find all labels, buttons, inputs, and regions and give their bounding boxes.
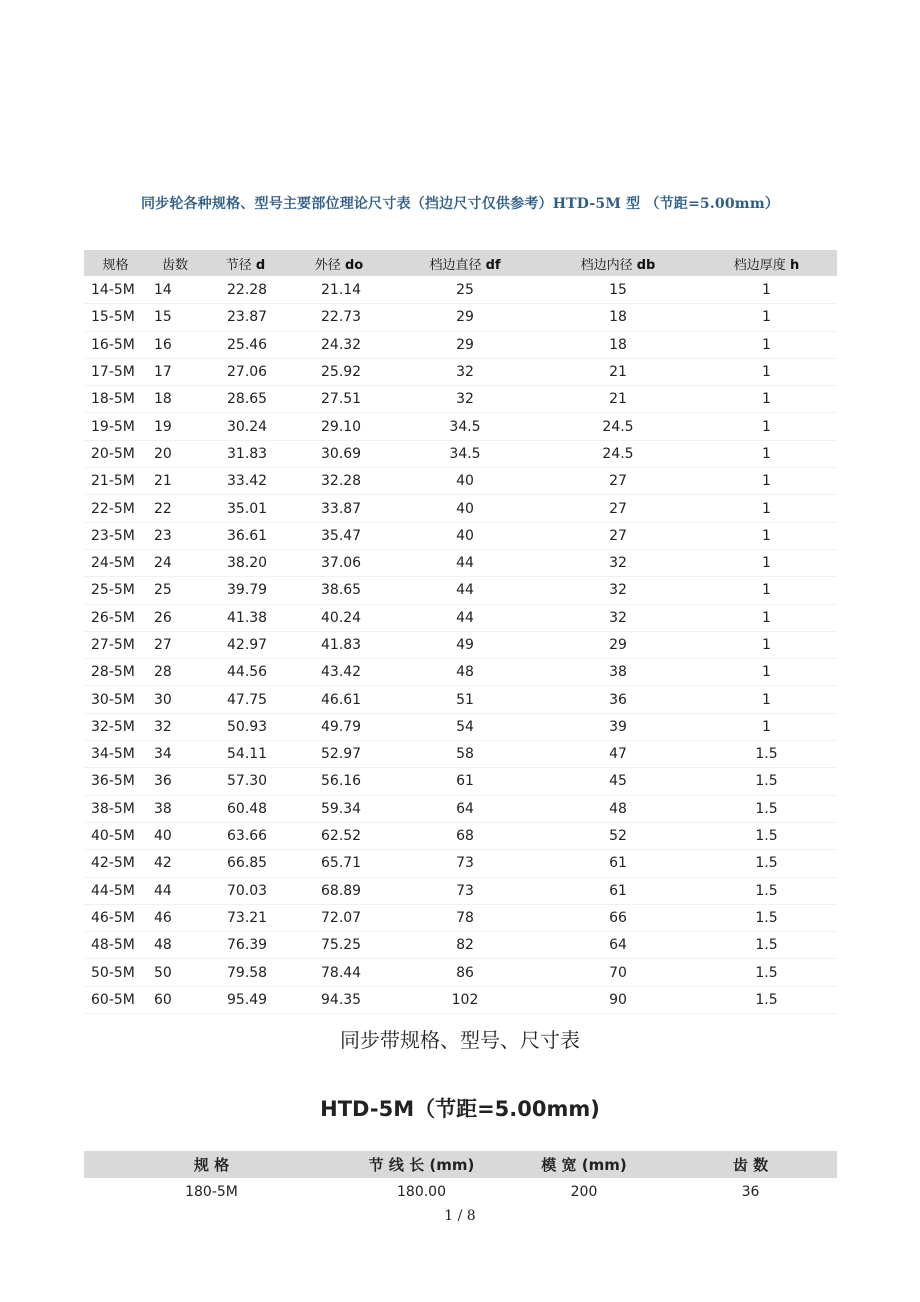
column-header: 齿数 [147, 250, 203, 277]
table-cell: 30 [147, 686, 203, 713]
table-row [84, 877, 837, 904]
table-cell: 66 [540, 904, 696, 931]
table-cell: 36 [147, 768, 203, 795]
table-cell: 90 [540, 986, 696, 1013]
table-cell: 19-5M [84, 413, 147, 440]
table-cell: 28-5M [84, 659, 147, 686]
column-header: 外径 do [288, 250, 390, 277]
table-cell: 27 [540, 468, 696, 495]
table-cell: 48-5M [84, 932, 147, 959]
table-cell: 26-5M [84, 604, 147, 631]
table-cell: 1 [696, 386, 837, 413]
table-cell: 48 [390, 659, 540, 686]
belt-section-title: 同步带规格、型号、尺寸表 [340, 1028, 580, 1052]
table-cell: 43.42 [288, 659, 390, 686]
table-cell: 19 [147, 413, 203, 440]
table-cell: 50.93 [203, 713, 288, 740]
table-row [84, 440, 837, 467]
table-cell: 200 [570, 1183, 598, 1200]
table-cell: 61 [390, 768, 540, 795]
table-cell: 54.11 [203, 741, 288, 768]
table-cell: 1 [696, 577, 837, 604]
table-cell: 60.48 [203, 795, 288, 822]
column-header: 节 线 长 (mm) [339, 1151, 504, 1178]
table-cell: 86 [390, 959, 540, 986]
belt-subtitle: HTD-5M（节距=5.00mm) [320, 1097, 600, 1121]
table-row [84, 604, 837, 631]
table-cell: 46-5M [84, 904, 147, 931]
table-cell: 52 [540, 822, 696, 849]
table-cell: 18-5M [84, 386, 147, 413]
table-cell: 23.87 [203, 304, 288, 331]
table-row [84, 768, 837, 795]
table-row [84, 386, 837, 413]
table-cell: 40 [390, 522, 540, 549]
table-cell: 27 [540, 522, 696, 549]
table-row [84, 850, 837, 877]
table-cell: 16 [147, 331, 203, 358]
column-header: 节径 d [203, 250, 288, 277]
table-cell: 44-5M [84, 877, 147, 904]
table-cell: 56.16 [288, 768, 390, 795]
table-cell: 1.5 [696, 904, 837, 931]
table-cell: 1 [696, 304, 837, 331]
table-row [84, 358, 837, 385]
table-cell: 1 [696, 413, 837, 440]
table-cell: 24.32 [288, 331, 390, 358]
table-cell: 25.92 [288, 358, 390, 385]
table-cell: 14 [147, 277, 203, 304]
page-number: 1 / 8 [444, 1208, 476, 1224]
table-cell: 22-5M [84, 495, 147, 522]
table-cell: 57.30 [203, 768, 288, 795]
table-cell: 35.47 [288, 522, 390, 549]
table-cell: 38 [147, 795, 203, 822]
table-cell: 32 [540, 604, 696, 631]
table-cell: 29 [540, 631, 696, 658]
table-cell: 26 [147, 604, 203, 631]
table-cell: 15 [147, 304, 203, 331]
table-cell: 70 [540, 959, 696, 986]
table-cell: 44 [390, 604, 540, 631]
table-cell: 76.39 [203, 932, 288, 959]
table-cell: 21.14 [288, 277, 390, 304]
table-cell: 27-5M [84, 631, 147, 658]
table-cell: 42.97 [203, 631, 288, 658]
table-cell: 1 [696, 604, 837, 631]
table-cell: 39.79 [203, 577, 288, 604]
belt-dimension-table [84, 1151, 837, 1205]
table-cell: 1.5 [696, 877, 837, 904]
table-row [84, 904, 837, 931]
table-cell: 25 [390, 277, 540, 304]
table-cell: 1 [696, 495, 837, 522]
table-cell: 48 [540, 795, 696, 822]
table-row [84, 631, 837, 658]
table-cell: 73.21 [203, 904, 288, 931]
table-cell: 46 [147, 904, 203, 931]
table-cell: 1 [696, 277, 837, 304]
table-cell: 36.61 [203, 522, 288, 549]
table-cell: 47 [540, 741, 696, 768]
table-cell: 24.5 [540, 413, 696, 440]
table-cell: 38-5M [84, 795, 147, 822]
table-cell: 32 [390, 358, 540, 385]
table-cell: 40-5M [84, 822, 147, 849]
table-cell: 40.24 [288, 604, 390, 631]
table-cell: 180-5M [185, 1183, 238, 1200]
table-row [84, 304, 837, 331]
table-cell: 50-5M [84, 959, 147, 986]
table-row [84, 659, 837, 686]
table-row [84, 1178, 837, 1205]
table-cell: 32 [390, 386, 540, 413]
table-cell: 27.06 [203, 358, 288, 385]
table-row [84, 741, 837, 768]
table-cell: 94.35 [288, 986, 390, 1013]
table-cell: 39 [540, 713, 696, 740]
table-row [84, 686, 837, 713]
table-cell: 52.97 [288, 741, 390, 768]
table-cell: 58 [390, 741, 540, 768]
table-cell: 25-5M [84, 577, 147, 604]
table-cell: 31.83 [203, 440, 288, 467]
document-title: 同步轮各种规格、型号主要部位理论尺寸表（挡边尺寸仅供参考）HTD-5M 型 （节距=5.00mm） [140, 196, 780, 212]
table-cell: 64 [540, 932, 696, 959]
table-cell: 44 [390, 549, 540, 576]
table-cell: 73 [390, 850, 540, 877]
table-row [84, 277, 837, 304]
table-cell: 34-5M [84, 741, 147, 768]
table-cell: 32 [540, 577, 696, 604]
table-cell: 44.56 [203, 659, 288, 686]
table-cell: 75.25 [288, 932, 390, 959]
table-row [84, 549, 837, 576]
table-cell: 22.28 [203, 277, 288, 304]
table-cell: 68.89 [288, 877, 390, 904]
table-cell: 34 [147, 741, 203, 768]
table-cell: 24 [147, 549, 203, 576]
table-cell: 1.5 [696, 986, 837, 1013]
table-cell: 32 [147, 713, 203, 740]
table-cell: 82 [390, 932, 540, 959]
table-cell: 30.69 [288, 440, 390, 467]
table-cell: 180.00 [397, 1183, 446, 1200]
table-cell: 29 [390, 331, 540, 358]
table-cell: 63.66 [203, 822, 288, 849]
table-row [84, 932, 837, 959]
table-cell: 51 [390, 686, 540, 713]
table-header-row [84, 1151, 837, 1178]
table-cell: 17-5M [84, 358, 147, 385]
table-cell: 30.24 [203, 413, 288, 440]
table-cell: 20 [147, 440, 203, 467]
table-cell: 1 [696, 631, 837, 658]
table-row [84, 822, 837, 849]
table-cell: 1 [696, 713, 837, 740]
table-cell: 25.46 [203, 331, 288, 358]
table-cell: 1 [696, 659, 837, 686]
table-cell: 38.20 [203, 549, 288, 576]
table-cell: 38 [540, 659, 696, 686]
table-cell: 18 [147, 386, 203, 413]
table-cell: 33.87 [288, 495, 390, 522]
table-cell: 30-5M [84, 686, 147, 713]
pulley-dimension-table [84, 250, 837, 1014]
table-cell: 61 [540, 877, 696, 904]
table-cell: 73 [390, 877, 540, 904]
table-cell: 1.5 [696, 768, 837, 795]
table-cell: 68 [390, 822, 540, 849]
table-cell: 66.85 [203, 850, 288, 877]
table-row [84, 959, 837, 986]
table-cell: 37.06 [288, 549, 390, 576]
table-row [84, 577, 837, 604]
table-cell: 35.01 [203, 495, 288, 522]
table-cell: 1.5 [696, 959, 837, 986]
column-header: 齿 数 [664, 1151, 837, 1178]
table-cell: 29.10 [288, 413, 390, 440]
table-cell: 49 [390, 631, 540, 658]
table-cell: 29 [390, 304, 540, 331]
table-header-row [84, 250, 837, 277]
table-cell: 14-5M [84, 277, 147, 304]
column-header: 规格 [84, 250, 147, 277]
table-cell: 21 [540, 386, 696, 413]
table-cell: 1.5 [696, 850, 837, 877]
table-cell: 34.5 [390, 440, 540, 467]
table-cell: 38.65 [288, 577, 390, 604]
table-cell: 1 [696, 440, 837, 467]
table-cell: 1 [696, 358, 837, 385]
table-cell: 27.51 [288, 386, 390, 413]
table-cell: 18 [540, 304, 696, 331]
table-cell: 18 [540, 331, 696, 358]
table-row [84, 495, 837, 522]
table-cell: 28 [147, 659, 203, 686]
table-cell: 95.49 [203, 986, 288, 1013]
table-cell: 24-5M [84, 549, 147, 576]
table-cell: 36 [540, 686, 696, 713]
table-cell: 40 [147, 822, 203, 849]
table-cell: 33.42 [203, 468, 288, 495]
table-cell: 44 [147, 877, 203, 904]
table-cell: 17 [147, 358, 203, 385]
table-cell: 49.79 [288, 713, 390, 740]
table-cell: 15 [540, 277, 696, 304]
table-row [84, 522, 837, 549]
table-cell: 79.58 [203, 959, 288, 986]
table-cell: 41.38 [203, 604, 288, 631]
table-cell: 46.61 [288, 686, 390, 713]
table-cell: 28.65 [203, 386, 288, 413]
table-cell: 32-5M [84, 713, 147, 740]
table-cell: 32 [540, 549, 696, 576]
table-row [84, 713, 837, 740]
table-cell: 62.52 [288, 822, 390, 849]
table-cell: 60 [147, 986, 203, 1013]
table-cell: 42 [147, 850, 203, 877]
table-cell: 1.5 [696, 795, 837, 822]
table-row [84, 795, 837, 822]
table-cell: 36 [741, 1183, 760, 1200]
table-cell: 65.71 [288, 850, 390, 877]
table-cell: 16-5M [84, 331, 147, 358]
table-cell: 42-5M [84, 850, 147, 877]
table-row [84, 986, 837, 1013]
table-cell: 25 [147, 577, 203, 604]
table-cell: 22.73 [288, 304, 390, 331]
table-cell: 64 [390, 795, 540, 822]
table-cell: 23 [147, 522, 203, 549]
table-cell: 24.5 [540, 440, 696, 467]
table-cell: 1 [696, 549, 837, 576]
table-cell: 1 [696, 331, 837, 358]
table-cell: 44 [390, 577, 540, 604]
table-cell: 21-5M [84, 468, 147, 495]
table-cell: 23-5M [84, 522, 147, 549]
table-row [84, 468, 837, 495]
table-cell: 34.5 [390, 413, 540, 440]
table-cell: 15-5M [84, 304, 147, 331]
table-cell: 59.34 [288, 795, 390, 822]
table-cell: 36-5M [84, 768, 147, 795]
table-cell: 54 [390, 713, 540, 740]
table-cell: 1 [696, 522, 837, 549]
table-cell: 45 [540, 768, 696, 795]
table-cell: 50 [147, 959, 203, 986]
table-row [84, 413, 837, 440]
column-header: 规 格 [84, 1151, 339, 1178]
table-cell: 27 [540, 495, 696, 522]
table-cell: 1.5 [696, 932, 837, 959]
table-cell: 27 [147, 631, 203, 658]
column-header: 模 宽 (mm) [504, 1151, 664, 1178]
table-cell: 102 [390, 986, 540, 1013]
table-cell: 1 [696, 468, 837, 495]
table-cell: 40 [390, 468, 540, 495]
table-cell: 1.5 [696, 822, 837, 849]
table-row [84, 331, 837, 358]
table-cell: 40 [390, 495, 540, 522]
table-cell: 22 [147, 495, 203, 522]
table-cell: 78 [390, 904, 540, 931]
table-cell: 60-5M [84, 986, 147, 1013]
table-cell: 48 [147, 932, 203, 959]
table-cell: 70.03 [203, 877, 288, 904]
table-cell: 1.5 [696, 741, 837, 768]
column-header: 档边厚度 h [696, 250, 837, 277]
table-cell: 78.44 [288, 959, 390, 986]
column-header: 档边内径 db [540, 250, 696, 277]
table-cell: 32.28 [288, 468, 390, 495]
table-cell: 20-5M [84, 440, 147, 467]
table-cell: 21 [540, 358, 696, 385]
table-cell: 47.75 [203, 686, 288, 713]
table-cell: 1 [696, 686, 837, 713]
column-header: 档边直径 df [390, 250, 540, 277]
table-cell: 41.83 [288, 631, 390, 658]
table-cell: 61 [540, 850, 696, 877]
table-cell: 72.07 [288, 904, 390, 931]
table-cell: 21 [147, 468, 203, 495]
